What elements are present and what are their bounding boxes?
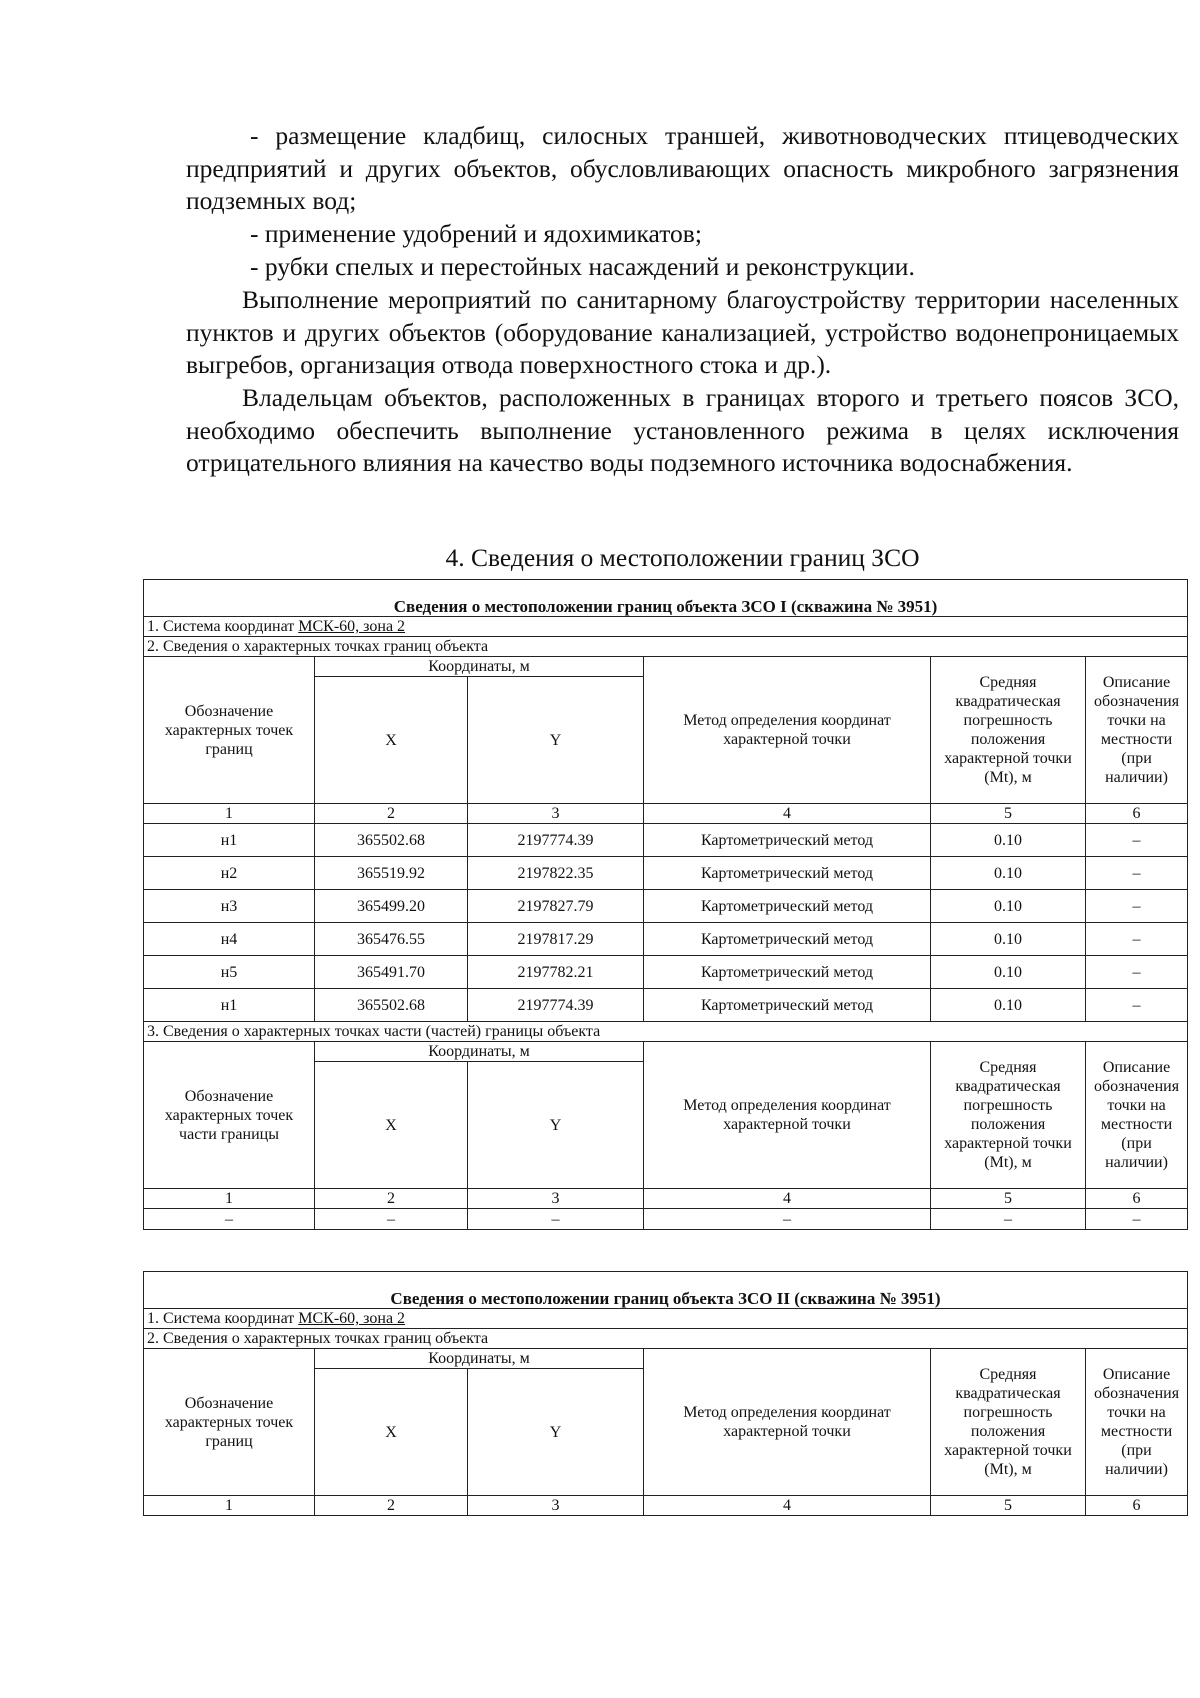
col-index: 3 [468, 1189, 644, 1209]
header-error: Средняя квадратическая погрешность положения характерной точки (Mt), м [931, 1042, 1086, 1189]
header-desc: Описание обозначения точки на местности (при наличии) [1086, 1349, 1188, 1496]
header-error: Средняя квадратическая погрешность положения характерной точки (Mt), м [931, 657, 1086, 804]
paragraph-measures: Выполнение мероприятий по санитарному благоустройству территории населенных пунктов и других объектов (оборудование канализацией, устройство водонепроницаемых выгребов, организация отвода поверхностного стока и др.). [186, 285, 1179, 379]
col-index: 2 [315, 804, 468, 824]
zso2-title: Сведения о местоположении границ объекта ЗСО II (скважина № 3951) [144, 1272, 1188, 1309]
header-points-part: Обозначение характерных точек части границы [144, 1042, 315, 1189]
header-method: Метод определения координат характерной точки [644, 657, 931, 804]
paragraph-bullet-3: - рубки спелых и перестойных насаждений и реконструкции. [250, 252, 915, 281]
paragraph-owners: Владельцам объектов, расположенных в границах второго и третьего поясов ЗСО, необходимо обеспечить выполнение установленного режима в целях исключения отрицательного влияния на качество воды подземного источника водоснабжения. [186, 383, 1179, 477]
col-index: 5 [931, 1189, 1086, 1209]
header-coords: Координаты, м [315, 1042, 644, 1062]
zso2-crs: 1. Система координат МСК-60, зона 2 [144, 1309, 1188, 1329]
header-y: Y [468, 1369, 644, 1496]
zso2-table [143, 1271, 1188, 1516]
col-index: 1 [144, 804, 315, 824]
col-index: 6 [1086, 1189, 1188, 1209]
col-index: 2 [315, 1496, 468, 1516]
col-index: 1 [144, 1189, 315, 1209]
paragraph-bullet-2: - применение удобрений и ядохимикатов; [250, 219, 702, 248]
col-index: 4 [644, 1189, 931, 1209]
zso1-title: Сведения о местоположении границ объекта ЗСО I (скважина № 3951) [144, 580, 1188, 617]
header-y: Y [468, 677, 644, 804]
header-y: Y [468, 1062, 644, 1189]
col-index: 4 [644, 804, 931, 824]
header-coords: Координаты, м [315, 1349, 644, 1369]
table-row: н4 365476.55 2197817.29 Картометрический метод 0.10 – [144, 923, 1188, 956]
header-x: X [315, 1062, 468, 1189]
zso2-section-2: 2. Сведения о характерных точках границ объекта [144, 1329, 1188, 1349]
col-index: 3 [468, 804, 644, 824]
header-points: Обозначение характерных точек границ [144, 657, 315, 804]
header-x: X [315, 1369, 468, 1496]
col-index: 3 [468, 1496, 644, 1516]
zso1-section-2: 2. Сведения о характерных точках границ объекта [144, 637, 1188, 657]
header-points: Обозначение характерных точек границ [144, 1349, 315, 1496]
col-index: 5 [931, 1496, 1086, 1516]
header-error: Средняя квадратическая погрешность положения характерной точки (Mt), м [931, 1349, 1086, 1496]
header-method: Метод определения координат характерной точки [644, 1349, 931, 1496]
col-index: 1 [144, 1496, 315, 1516]
col-index: 2 [315, 1189, 468, 1209]
col-index: 5 [931, 804, 1086, 824]
zso1-crs: 1. Система координат МСК-60, зона 2 [144, 617, 1188, 637]
table-row: н3 365499.20 2197827.79 Картометрический метод 0.10 – [144, 890, 1188, 923]
col-index: 6 [1086, 804, 1188, 824]
table-row: н5 365491.70 2197782.21 Картометрический метод 0.10 – [144, 956, 1188, 989]
paragraph-bullet-1: - размещение кладбищ, силосных траншей, животноводческих птицеводческих предприятий и других объектов, обусловливающих опасность микробного загрязнения подземных вод; [186, 121, 1179, 215]
col-index: 6 [1086, 1496, 1188, 1516]
table-row: н2 365519.92 2197822.35 Картометрический метод 0.10 – [144, 857, 1188, 890]
header-desc: Описание обозначения точки на местности (при наличии) [1086, 1042, 1188, 1189]
col-index: 4 [644, 1496, 931, 1516]
zso1-section-3: 3. Сведения о характерных точках части (частей) границы объекта [144, 1022, 1188, 1042]
section-heading: 4. Сведения о местоположении границ ЗСО [445, 543, 920, 572]
table-row: н1 365502.68 2197774.39 Картометрический метод 0.10 – [144, 824, 1188, 857]
table-row: н1 365502.68 2197774.39 Картометрический метод 0.10 – [144, 989, 1188, 1022]
table-row: – – – – – – [144, 1209, 1188, 1230]
header-x: X [315, 677, 468, 804]
header-method: Метод определения координат характерной точки [644, 1042, 931, 1189]
header-coords: Координаты, м [315, 657, 644, 677]
zso1-table [143, 579, 1188, 1230]
header-desc: Описание обозначения точки на местности (при наличии) [1086, 657, 1188, 804]
